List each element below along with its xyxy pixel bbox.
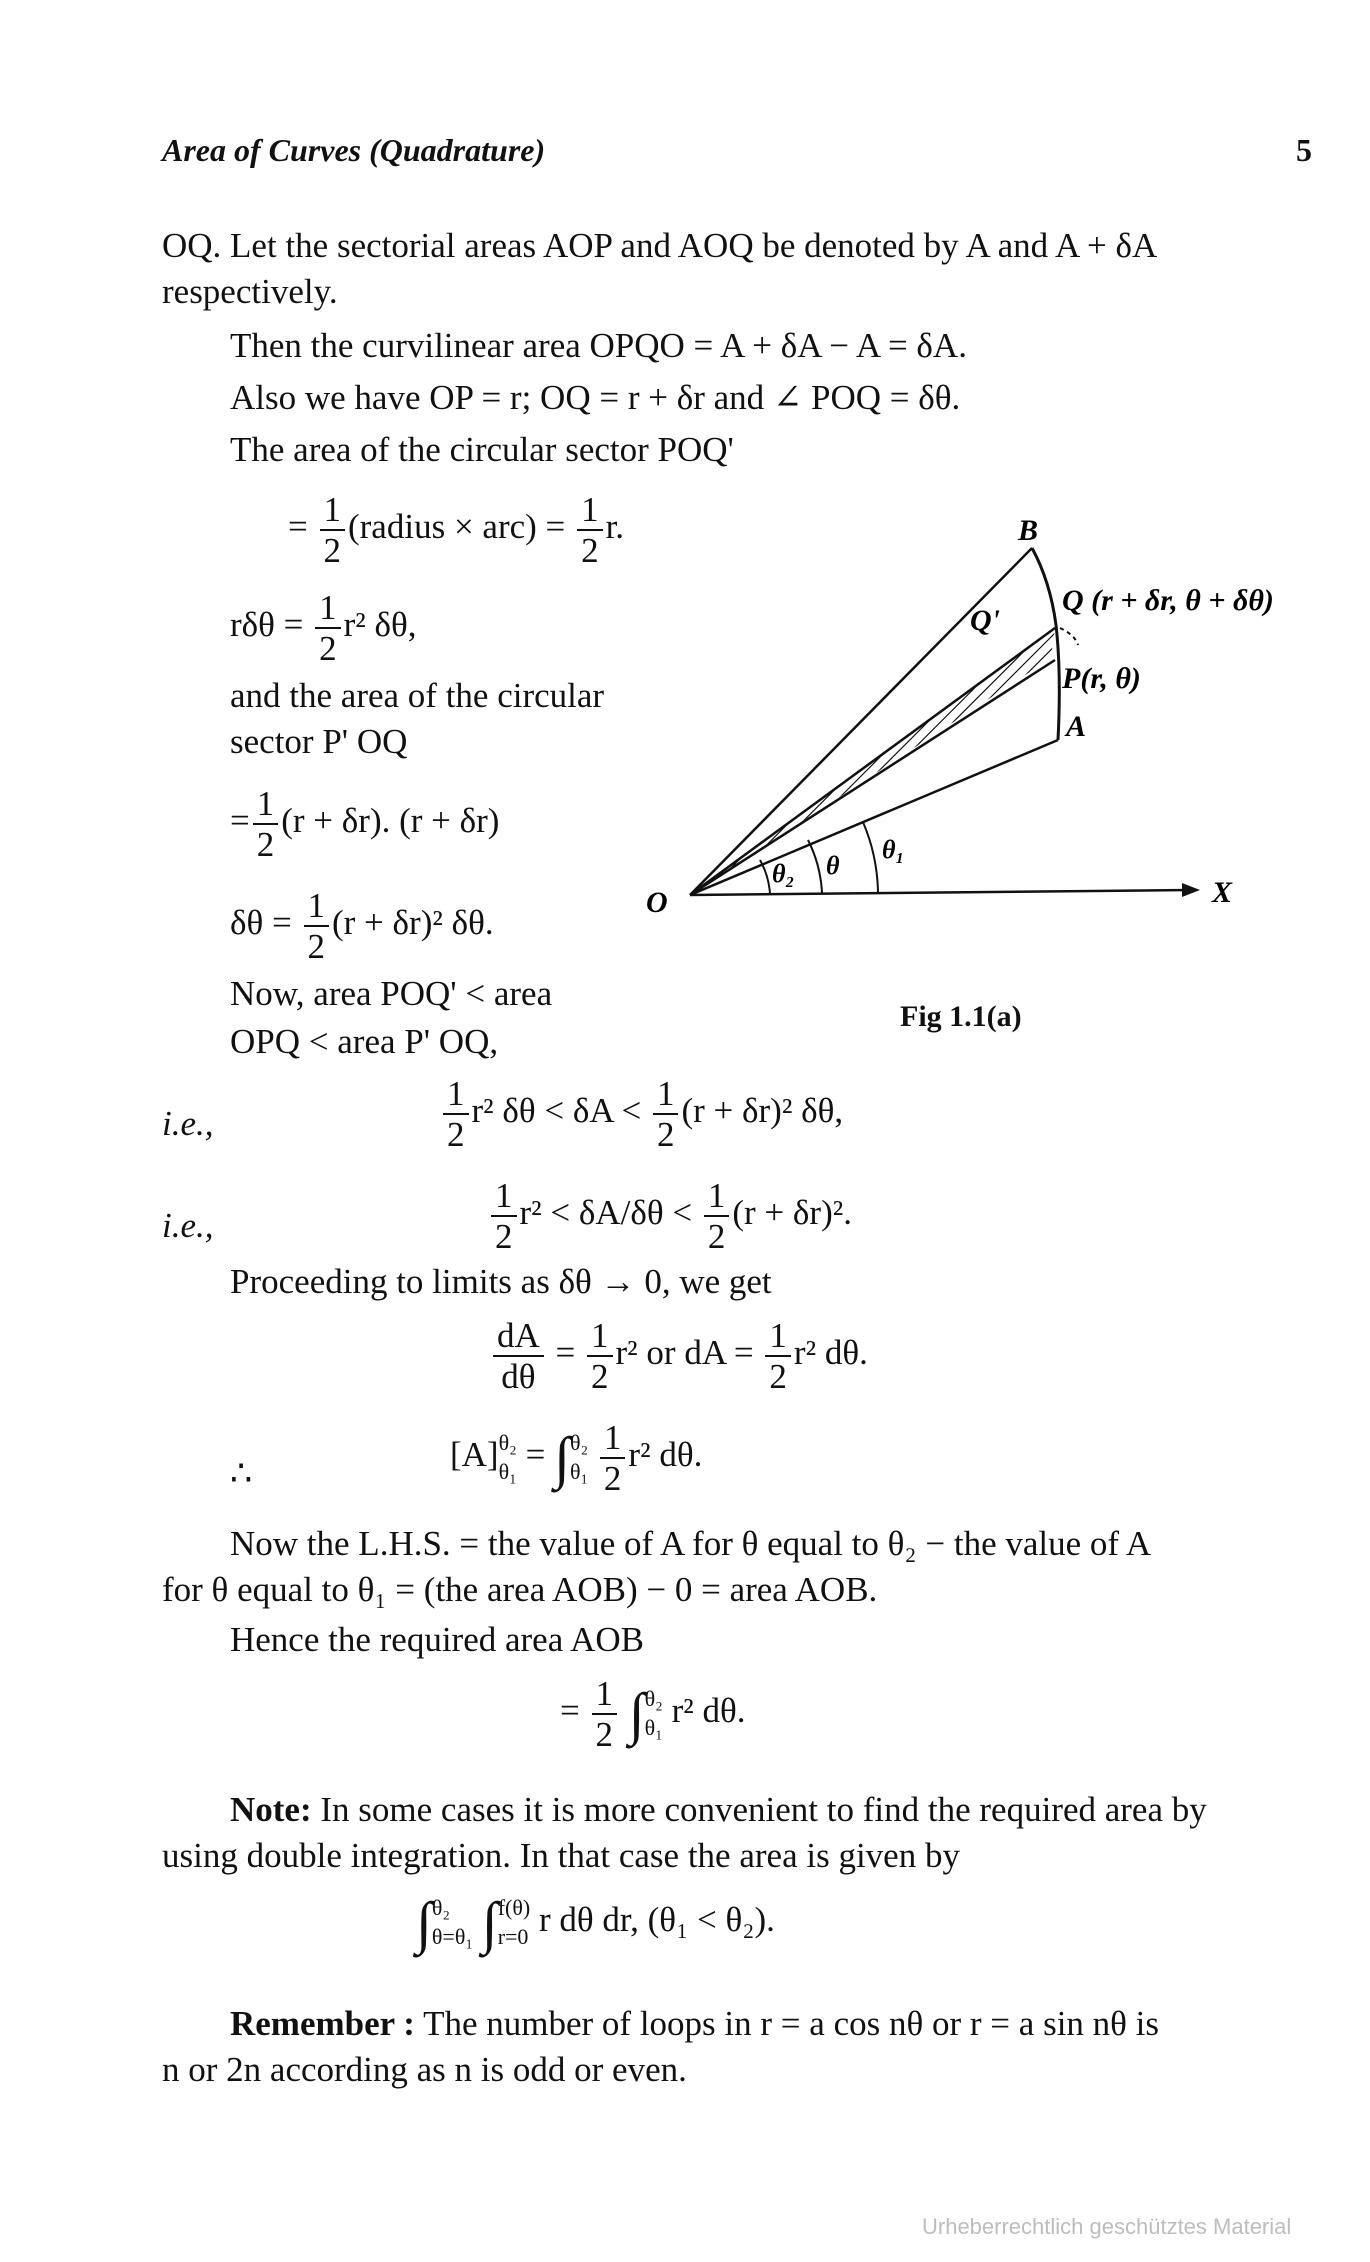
text-line: Then the curvilinear area OPQO = A + δA − A = δA. <box>230 326 967 365</box>
angle-arc-theta <box>808 840 822 893</box>
figure-caption: Fig 1.1(a) <box>900 1000 1022 1033</box>
text-line: Now, area POQ' < area <box>230 974 553 1013</box>
label-Q: Q (r + δr, θ + δθ) <box>1062 584 1274 617</box>
therefore-symbol: ∴ <box>230 1454 253 1493</box>
arc-Q-Pprime <box>1060 628 1078 645</box>
text-line: respectively. <box>162 272 338 311</box>
text-line: The area of the circular sector POQ' <box>230 430 734 469</box>
angle-arc-theta1 <box>863 822 878 892</box>
text-line: sector P' OQ <box>230 722 408 761</box>
text-line: using double integration. In that case the area is given by <box>162 1836 960 1875</box>
ie-label: i.e., <box>162 1104 214 1143</box>
label-theta1: θ₁ <box>882 835 905 864</box>
label-theta2: θ₂ <box>772 859 795 888</box>
equation-double-integral: ∫ θ₂ θ=θ₁ ∫ f(θ) r=0 r dθ dr, (θ₁ < θ₂). <box>416 1890 775 1955</box>
label-B: B <box>1018 514 1039 547</box>
x-axis-arrow <box>1182 883 1200 897</box>
equation-derivative: $\frac{dA}{d\theta}$ = $\frac{1}{2}$ r² or dA = $\frac{1}{2}$ r² dθ. <box>490 1318 868 1394</box>
label-X: X <box>1212 876 1233 909</box>
equation-sector-area: = $\frac{1}{2}$ (radius × arc) = $\frac{1}{2}$ r. <box>288 490 625 570</box>
text-line: Also we have OP = r; OQ = r + δr and ∠ POQ = δθ. <box>230 378 961 417</box>
equation-sector-pprime: = $\frac{1}{2}$ (r + δr). (r + δr) <box>230 784 500 864</box>
note-line: Note: In some cases it is more convenient to find the required area by <box>230 1790 1207 1829</box>
equation-dtheta: δθ = $\frac{1}{2}$ (r + δr)² δθ. <box>230 886 494 966</box>
radius-OB <box>690 548 1032 895</box>
label-P: P(r, θ) <box>1062 662 1141 695</box>
equation-r-dtheta: rδθ = $\frac{1}{2}$ r² δθ, <box>230 588 417 668</box>
text-line: OQ. Let the sectorial areas AOP and AOQ be denoted by A and A + δA <box>162 226 1158 265</box>
x-axis <box>690 890 1190 895</box>
text-line: and the area of the circular <box>230 676 605 715</box>
radius-OQ <box>690 628 1055 895</box>
watermark: Urheberrechtlich geschütztes Material <box>922 2214 1292 2239</box>
label-A: A <box>1066 710 1087 743</box>
equation-area-aob: = $\frac{1}{2}$ ∫ θ₂ θ₁ r² dθ. <box>560 1674 746 1754</box>
text-line: OPQ < area P' OQ, <box>230 1022 499 1061</box>
ie-label: i.e., <box>162 1206 214 1245</box>
text-line: n or 2n according as n is odd or even. <box>162 2050 687 2089</box>
text-line: Now the L.H.S. = the value of A for θ equal to θ₂ − the value of A <box>230 1524 1152 1563</box>
label-O: O <box>646 886 668 919</box>
equation-integral: [A] θ₂ θ₁ = ∫ θ₂ θ₁ $\frac{1}{2}$ r² dθ. <box>450 1418 703 1498</box>
text-line: Proceeding to limits as δθ → 0, we get <box>230 1262 772 1301</box>
label-Q-prime: Q' <box>970 604 1000 637</box>
polar-area-figure <box>630 510 1350 950</box>
inequality-1: $\frac{1}{2}$ r² δθ < δA < $\frac{1}{2}$ (r + δr)² δθ, <box>440 1076 843 1152</box>
page-number: 5 <box>1296 132 1312 168</box>
inequality-2: $\frac{1}{2}$ r² < δA/δθ < $\frac{1}{2}$ (r + δr)². <box>488 1178 852 1254</box>
running-header-title: Area of Curves (Quadrature) <box>162 132 546 168</box>
text-line: for θ equal to θ₁ = (the area AOB) − 0 = area AOB. <box>162 1570 878 1609</box>
text-line: Hence the required area AOB <box>230 1620 644 1659</box>
remember-line: Remember : The number of loops in r = a cos nθ or r = a sin nθ is <box>230 2004 1160 2043</box>
label-theta: θ <box>826 851 840 880</box>
radius-OP <box>690 660 1055 895</box>
